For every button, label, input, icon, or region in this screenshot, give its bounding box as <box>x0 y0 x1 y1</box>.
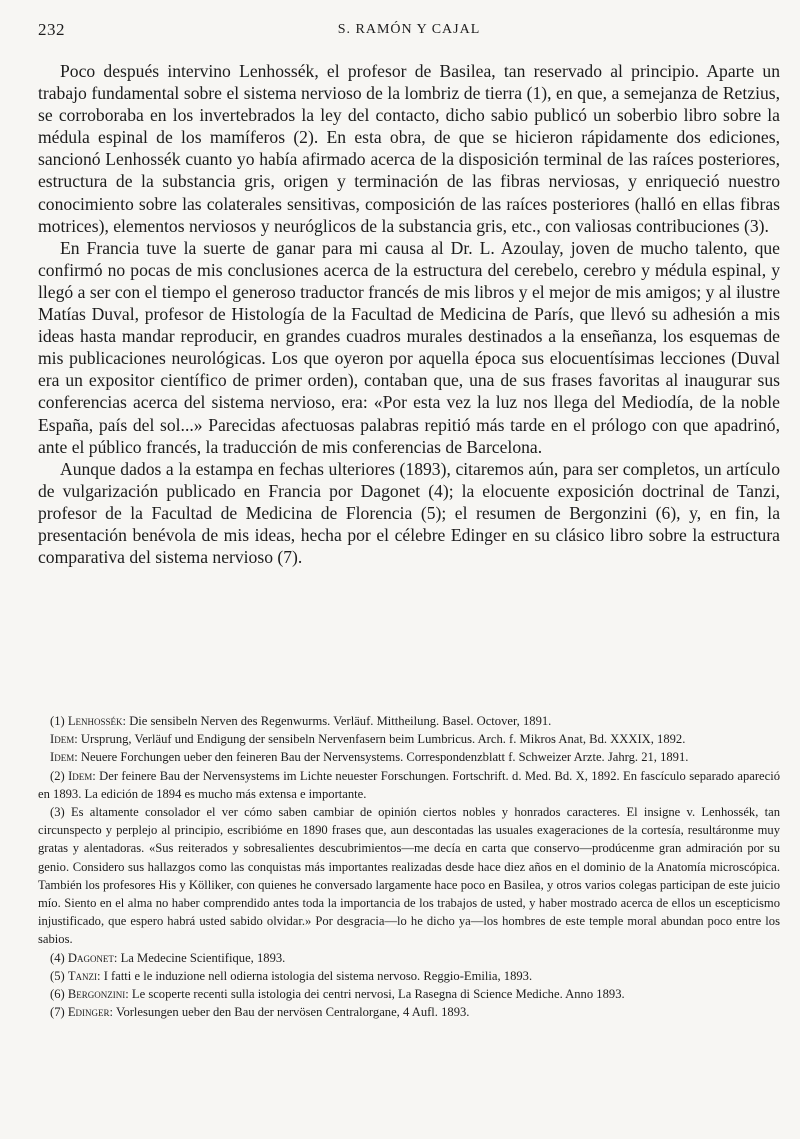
footnote: (7) Edinger: Vorlesungen ueber den Bau der nervösen Centralorgane, 4 Aufl. 1893. <box>50 1005 470 1020</box>
footnote: (6) Bergonzini: Le scoperte recenti sulla istologia dei centri nervosi, La Rasegna di Science Mediche. Anno 1893. <box>50 987 625 1002</box>
body-paragraph: Poco después intervino Lenhossék, el profesor de Basilea, tan reservado al principio. Aparte un trabajo fundamental sobre el sistema nervioso de la lombriz de tierra (1), en que, a semejanza de Retzius, se corroboraba en los invertebrados la ley del contacto, dicho sabio publicó un soberbio libro sobre la médula espinal de los mamíferos (2). En esta obra, de que se hicieron rápidamente dos ediciones, sancionó Lenhossék cuanto yo había afirmado acerca de la disposición terminal de las raíces posteriores, estructura de la substancia gris, origen y terminación de las fibras nerviosas, y enriqueció nuestro conocimiento sobre las colaterales sensitivas, composición de las raíces posteriores (halló en ellas fibras motrices), elementos nerviosos y neuróglicos de la substancia gris, etc., con valiosas contribuciones (3). <box>38 61 780 236</box>
page-number: 232 <box>38 20 65 39</box>
body-text <box>38 60 780 568</box>
footnote: (3) Es altamente consolador el ver cómo saben cambiar de opinión ciertos nobles y honrados caracteres. El insigne v. Lenhossék, tan circunspecto y perplejo al principio, escribióme en 1890 frases que, aun descontadas las usuales exageraciones de la cortesía, resultáronme muy gratas y alentadoras. «Sus reiterados y sobresalientes descubrimientos—me decía en carta que conservo—prodúcenme gran admiración por su genio. Considero sus hallazgos como las conquistas más importantes realizadas desde hace diez años en el dominio de la Anatomía microscópica. También los profesores His y Kölliker, con quienes he conversado largamente hace poco en Basilea, y otros varios colegas participan de este juicio mío. Siento en el alma no haber comprendido antes toda la importancia de los trabajos de usted, y haber mostrado acerca de ellos un escepticismo injustificado, que espero habrá usted sabido olvidar.» Por desgracia—lo he dicho ya—los hombres de este temple moral abundan poco entre los sabios. <box>38 805 780 947</box>
body-paragraph: Aunque dados a la estampa en fechas ulteriores (1893), citaremos aún, para ser completos, un artículo de vulgarización publicado en Francia por Dagonet (4); la elocuente exposición doctrinal de Tanzi, profesor de la Facultad de Medicina de Florencia (5); el resumen de Bergonzini (6), y, en fin, la presentación benévola de mis ideas, hecha por el célebre Edinger en su clásico libro sobre la estructura comparativa del sistema nervioso (7). <box>38 458 780 568</box>
body-paragraph: En Francia tuve la suerte de ganar para mi causa al Dr. L. Azoulay, joven de mucho talento, que confirmó no pocas de mis conclusiones acerca de la estructura del cerebelo, cerebro y médula espinal, y llegó a ser con el tiempo el generoso traductor francés de mis libros y el mejor de mis amigos; y al ilustre Matías Duval, profesor de Histología de la Facultad de Medicina de París, que llevó su adhesión a mis ideas hasta mandar reproducir, en grandes cuadros murales destinados a la enseñanza, los esquemas de mis publicaciones neurológicas. Los que oyeron por aquella época sus elocuentísimas lecciones (Duval era un expositor científico de primer orden), contaban que, una de sus frases favoritas al inaugurar sus conferencias acerca del sistema nervioso, era: «Por esta vez la luz nos llega del Mediodía, de la noble España, país del sol...» Parecidas afectuosas palabras repitió más tarde en el prólogo con que apadrinó, ante el público francés, la traducción de mis conferencias de Barcelona. <box>38 237 780 457</box>
running-head: S. RAMÓN Y CAJAL <box>337 22 481 37</box>
footnote: (5) Tanzi: I fatti e le induzione nell odierna istologia del sistema nervoso. Reggio-Emilia, 1893. <box>50 968 533 983</box>
footnote: (2) Idem: Der feinere Bau der Nervensystems im Lichte neuester Forschungen. Fortschrift. d. Med. Bd. X, 1892. En fascículo separado apareció en 1893. La edición de 1894 es mucho más extensa e importante. <box>38 768 780 801</box>
page-header <box>38 20 780 44</box>
book-page <box>38 0 780 1139</box>
footnote: (4) Dagonet: La Medecine Scientifique, 1893. <box>50 950 286 965</box>
footnotes <box>38 712 780 1021</box>
footnote: (1) Lenhossék: Die sensibeln Nerven des Regenwurms. Verläuf. Mittheilung. Basel. Octover, 1891. <box>50 714 552 728</box>
footnote: Idem: Ursprung, Verläuf und Endigung der sensibeln Nervenfasern beim Lumbricus. Arch. f. Mikros Anat, Bd. XXXIX, 1892. <box>50 732 686 747</box>
footnote: Idem: Neuere Forchungen ueber den feineren Bau der Nervensystems. Correspondenzblatt f. Schweizer Arzte. Jahrg. 21, 1891. <box>50 750 689 765</box>
